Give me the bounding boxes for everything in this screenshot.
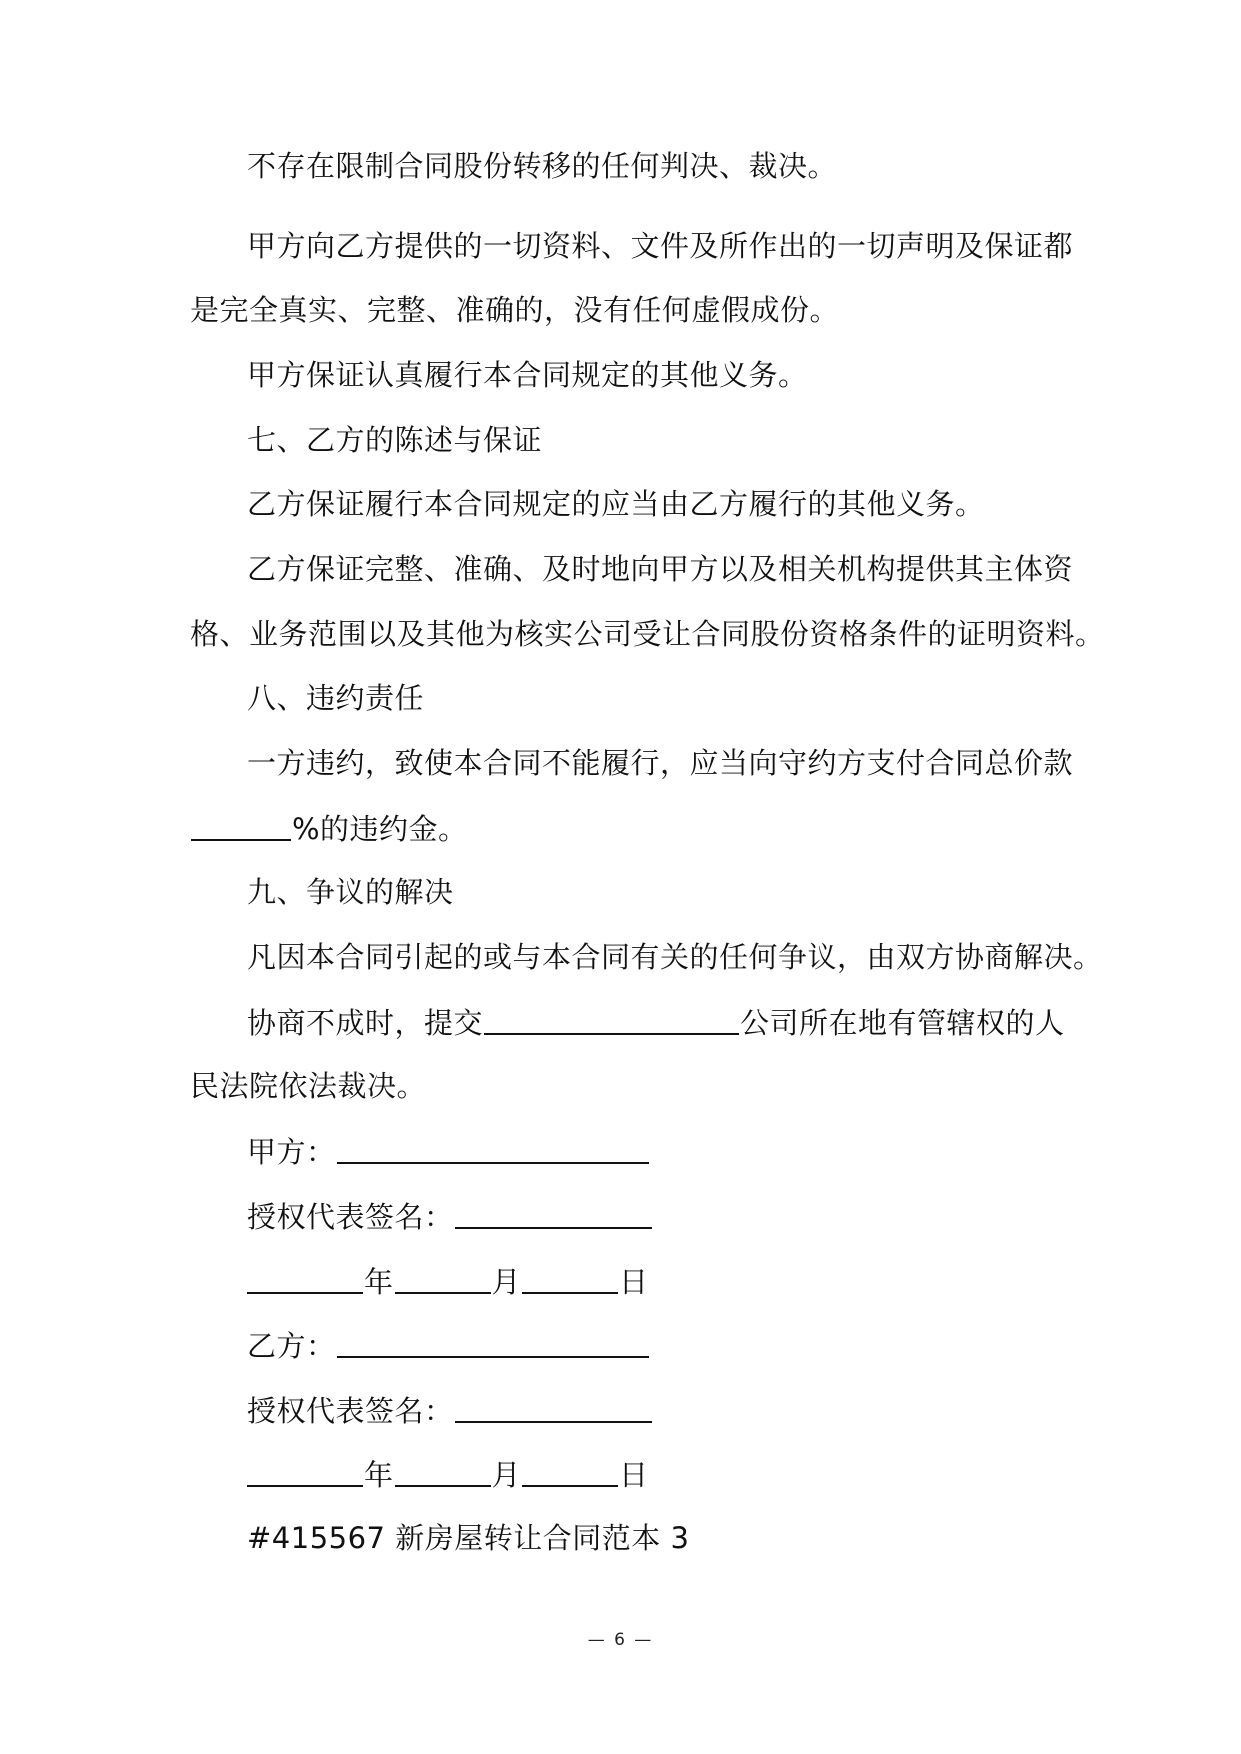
section-heading-8: 八、违约责任 [247, 681, 425, 715]
percent-blank [191, 809, 291, 841]
rep-sign-a-blank [455, 1197, 652, 1229]
next-document-title: #415567 新房屋转让合同范本 3 [247, 1521, 690, 1555]
paragraph-line: 乙方保证完整、准确、及时地向甲方以及相关机构提供其主体资 [247, 552, 1074, 586]
page-number: — 6 — [587, 1630, 654, 1650]
section-heading-9: 九、争议的解决 [247, 875, 454, 909]
rep-sign-b-line [247, 1389, 1241, 1429]
paragraph-line: 民法院依法裁决。 [190, 1069, 427, 1103]
party-b-label: 乙方： [247, 1329, 336, 1363]
day-blank [522, 1262, 618, 1294]
party-a-line [247, 1130, 1241, 1170]
paragraph-line: 是完全真实、完整、准确的，没有任何虚假成份。 [190, 293, 840, 327]
party-a-label: 甲方： [247, 1135, 336, 1169]
day-blank [522, 1455, 618, 1487]
date-a-line [247, 1260, 1241, 1300]
year-blank [247, 1455, 363, 1487]
paragraph-line: 凡因本合同引起的或与本合同有关的任何争议，由双方协商解决。 [247, 940, 1103, 974]
paragraph-line: 甲方向乙方提供的一切资料、文件及所作出的一切声明及保证都 [247, 229, 1074, 263]
paragraph-text: 协商不成时，提交 [247, 1006, 484, 1040]
paragraph-line: 不存在限制合同股份转移的任何判决、裁决。 [247, 149, 838, 183]
rep-sign-b-blank [455, 1391, 652, 1423]
paragraph-line [247, 1001, 1241, 1041]
paragraph-text: 公司所在地有管辖权的人 [740, 1006, 1065, 1040]
party-b-line [247, 1324, 1241, 1364]
rep-sign-a-label: 授权代表签名： [247, 1200, 454, 1234]
court-blank [484, 1003, 739, 1035]
day-label: 日 [619, 1265, 649, 1299]
paragraph-line: 一方违约，致使本合同不能履行，应当向守约方支付合同总价款 [247, 746, 1074, 780]
penalty-text: %的违约金。 [292, 812, 468, 846]
rep-sign-a-line [247, 1195, 1241, 1235]
party-a-blank [337, 1132, 649, 1164]
month-label: 月 [491, 1265, 522, 1299]
section-heading-7: 七、乙方的陈述与保证 [247, 423, 543, 457]
paragraph-line: 格、业务范围以及其他为核实公司受让合同股份资格条件的证明资料。 [190, 617, 1105, 651]
paragraph-line [190, 807, 1241, 847]
month-blank [395, 1262, 491, 1294]
date-b-line [247, 1453, 1241, 1493]
paragraph-line: 甲方保证认真履行本合同规定的其他义务。 [247, 358, 808, 392]
year-blank [247, 1262, 363, 1294]
month-blank [395, 1455, 491, 1487]
rep-sign-b-label: 授权代表签名： [247, 1394, 454, 1428]
year-label: 年 [364, 1265, 394, 1299]
year-label: 年 [364, 1458, 394, 1492]
month-label: 月 [491, 1458, 522, 1492]
party-b-blank [337, 1326, 649, 1358]
paragraph-line: 乙方保证履行本合同规定的应当由乙方履行的其他义务。 [247, 487, 985, 521]
day-label: 日 [619, 1458, 649, 1492]
